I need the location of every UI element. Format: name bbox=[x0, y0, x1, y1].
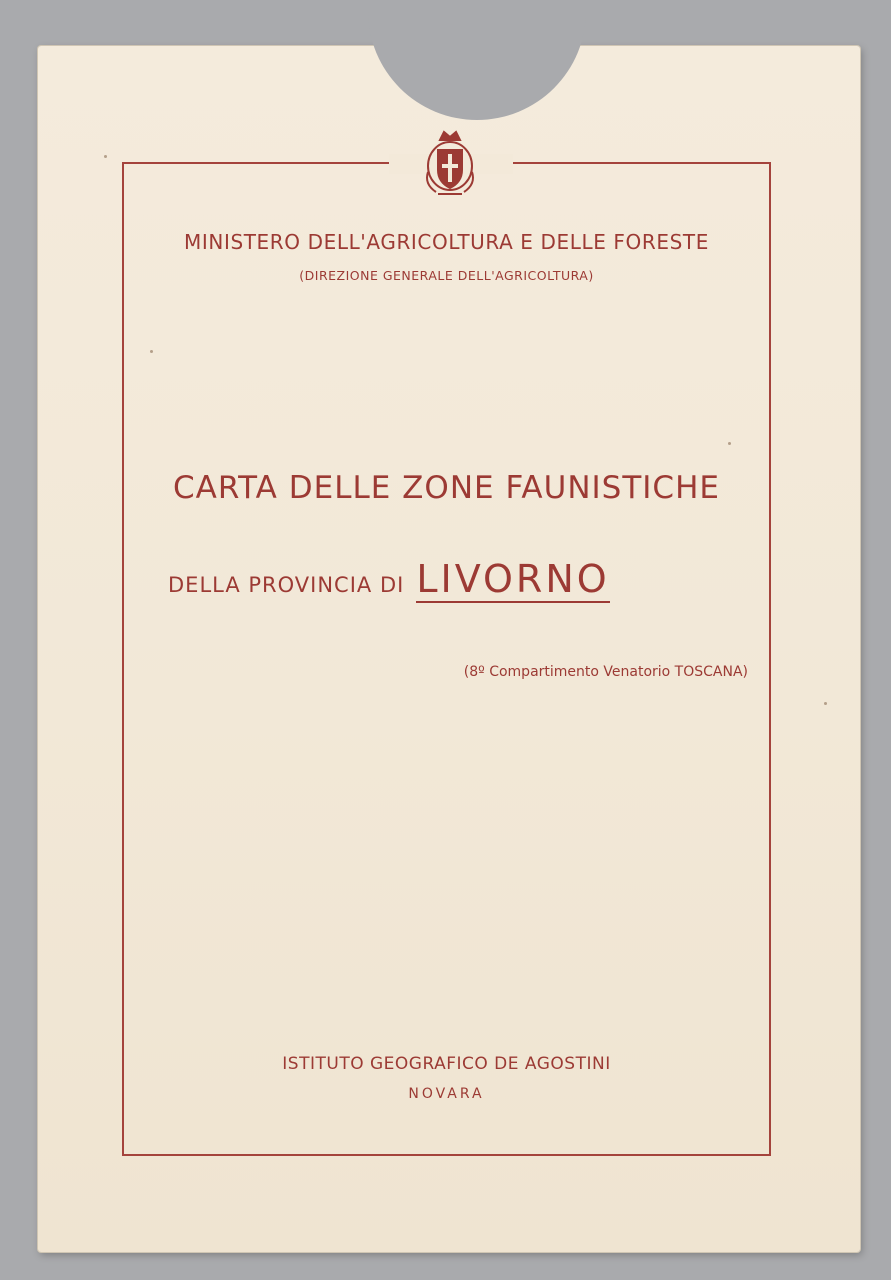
direction-subheading: (DIREZIONE GENERALE DELL'AGRICOLTURA) bbox=[299, 268, 594, 283]
paper-speck bbox=[728, 442, 731, 445]
publisher-place: NOVARA bbox=[408, 1086, 485, 1102]
province-line bbox=[168, 557, 728, 603]
cover-border-frame bbox=[122, 162, 771, 1156]
thumb-notch bbox=[368, 8, 586, 120]
royal-coat-of-arms-icon bbox=[418, 126, 482, 200]
province-name: LIVORNO bbox=[416, 557, 610, 601]
paper-speck bbox=[104, 155, 107, 158]
document-folder bbox=[38, 46, 860, 1252]
ministry-heading: MINISTERO DELL'AGRICOLTURA E DELLE FORESTE bbox=[184, 230, 709, 254]
paper-speck bbox=[824, 702, 827, 705]
publisher-name: ISTITUTO GEOGRAFICO DE AGOSTINI bbox=[282, 1054, 611, 1074]
province-prefix: DELLA PROVINCIA DI bbox=[168, 573, 405, 597]
paper-speck bbox=[150, 350, 153, 353]
compartment-subtitle: (8º Compartimento Venatorio TOSCANA) bbox=[463, 664, 748, 680]
document-title: CARTA DELLE ZONE FAUNISTICHE bbox=[173, 470, 720, 506]
